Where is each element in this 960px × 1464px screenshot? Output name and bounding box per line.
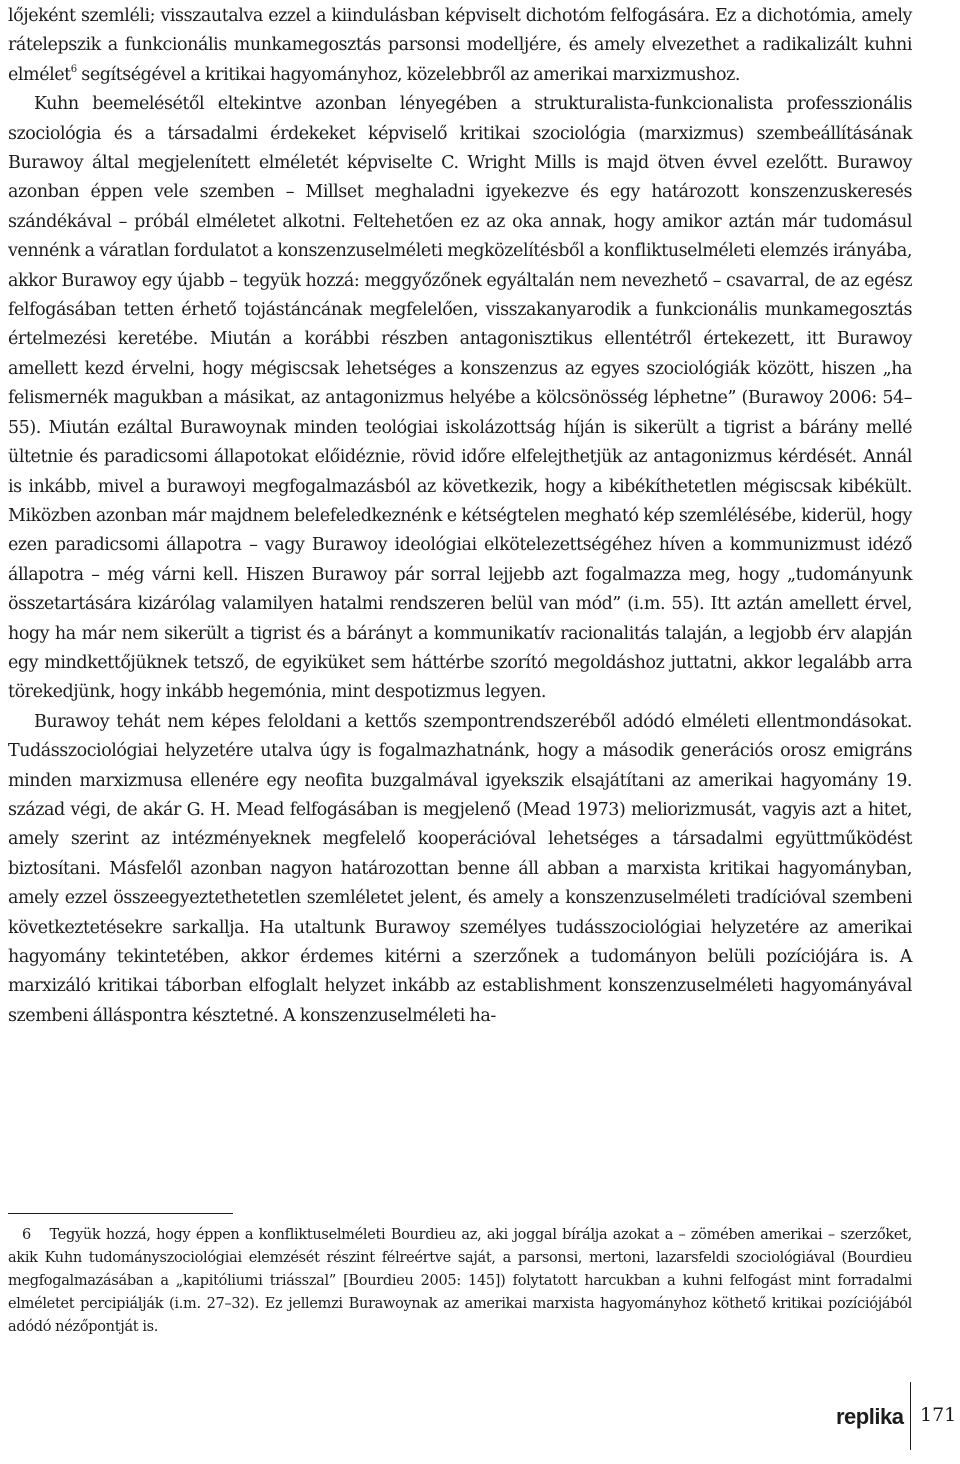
footnote-number: 6 (22, 1227, 31, 1243)
footnote (8, 1224, 912, 1339)
journal-logo: replika (836, 1404, 904, 1429)
footnote-separator (8, 1213, 233, 1214)
paragraph-1-text-continued: segítségével a kritikai hagyományhoz, közelebbről az amerikai marxizmushoz. (76, 64, 740, 85)
footnote-reference: 6 (70, 63, 77, 75)
paragraph-1-text: lőjeként szemléli; visszautalva ezzel a kiindulásban képviselt dichotóm felfogására. Ez a dichotómia, amely rátelepszik a funkcionális munkamegosztás parsonsi modelljére, és amely elvezethet a radikalizált kuhni elmélet (8, 6, 912, 85)
page-number: 171 (920, 1404, 957, 1426)
paragraph-3: Burawoy tehát nem képes feloldani a kettős szempontrendszeréből adódó elméleti ellentmondásokat. Tudásszociológiai helyzetére utalva úgy is fogalmazhatnánk, hogy a második generációs orosz emigráns minden marxizmusa ellenére egy neofita buzgalmával igyekszik elsajátítani az amerikai hagyomány 19. század végi, de akár G. H. Mead felfogásában is megjelenő (Mead 1973) meliorizmusát, vagyis azt a hitet, amely szerint az intézményeknek megfelelő kooperációval lehetséges a társadalmi együttműködést biztosítani. Másfelől azonban nagyon határozottan benne áll abban a marxista kritikai hagyományban, amely ezzel összeegyeztethetetlen szemléletet jelent, és amely a konszenzuselméleti tradícióval szembeni következtetésekre sarkallja. Ha utaltunk Burawoy személyes tudásszociológiai helyzetére az amerikai hagyomány tekintetében, akkor érdemes kitérni a szerzőnek a tudományon belüli pozíciójára is. A marxizáló kritikai táborban elfoglalt helyzet inkább az establishment konszenzuselméleti hagyományával szembeni álláspontra késztetné. A konszenzuselméleti ha- (8, 711, 912, 1026)
paragraph-2: Kuhn beemelésétől eltekintve azonban lényegében a strukturalista-funkcionalista professzionális szociológia és a társadalmi érdekeket képviselő kritikai szociológia (marxizmus) szembeállításának Burawoy által megjelenített elméletét képviselte C. Wright Mills is majd ötven évvel ezelőtt. Burawoy azonban éppen vele szemben – Millset meghaladni igyekezve és egy határozott konszenzuskeresés szándékával – próbál elméletet alkotni. Feltehetően ez az oka annak, hogy amikor aztán már tudomásul vennénk a váratlan fordulatot a konszenzuselméleti megközelítésből a konfliktuselméleti elemzés irányába, akkor Burawoy egy újabb – tegyük hozzá: meggyőzőnek egyáltalán nem nevezhető – csavarral, de az egész felfogásában tetten érhető tojástáncának megfelelően, visszakanyarodik a funkcionális munkamegosztás értelmezési keretébe. Miután a korábbi részben antagonisztikus ellentétről értekezett, itt Burawoy amellett kezd érvelni, hogy mégiscsak lehetséges a konszenzus az egyes szociológiák között, hiszen „ha felismernék magukban a másikat, az antagonizmus helyébe a kölcsönösség léphetne” (Burawoy 2006: 54–55). Miután ezáltal Burawoynak minden teológiai iskolázottság híján is sikerült a tigrist a bárány mellé ültetnie és paradicsomi állapotokat előidéznie, rövid időre elfelejthetjük az antagonizmus kérdését. Annál is inkább, mivel a burawoyi megfogalmazásból az következik, hogy a kibékíthetetlen mégiscsak kibékült. Miközben azonban már majdnem belefeledkeznénk e kétségtelen megható kép szemlélésébe, kiderül, hogy ezen paradicsomi állapotra – vagy Burawoy ideológiai elkötelezettségéhez híven a kommunizmust idéző állapotra – még várni kell. Hiszen Burawoy pár sorral lejjebb azt fogalmazza meg, hogy „tudományunk összetartására kizárólag valamilyen hatalmi rendszeren belül van mód” (i.m. 55). Itt aztán amellett érvel, hogy ha már nem sikerült a tigrist és a bárányt a kommunikatív racionalitás talaján, a legjobb érv alapján egy mindkettőjüknek tetsző, de egyiküket sem háttérbe szorító megoldáshoz juttatni, akkor legalább arra törekedjünk, hogy inkább hegemónia, mint despotizmus legyen. (8, 94, 912, 703)
footer-divider (910, 1382, 911, 1450)
footnote-text: Tegyük hozzá, hogy éppen a konfliktuselméleti Bourdieu az, aki joggal bírálja azokat a – zömében amerikai – szerzőket, akik Kuhn tudományszociológiai elemzését részint félreértve saját, a parsonsi, mertoni, lazarsfeldi szociológiával (Bourdieu megfogalmazásában a „kapitóliumi triásszal” [Bourdieu 2005: 145]) folytatott harcukban a kuhni felfogást mint forradalmi elméletet percipiálják (i.m. 27–32). Ez jellemzi Burawoynak az amerikai marxista hagyományhoz köthető kritikai pozíciójából adódó nézőpontját is. (8, 1227, 912, 1335)
paragraph-1 (8, 2, 912, 90)
body-text (8, 2, 912, 1031)
